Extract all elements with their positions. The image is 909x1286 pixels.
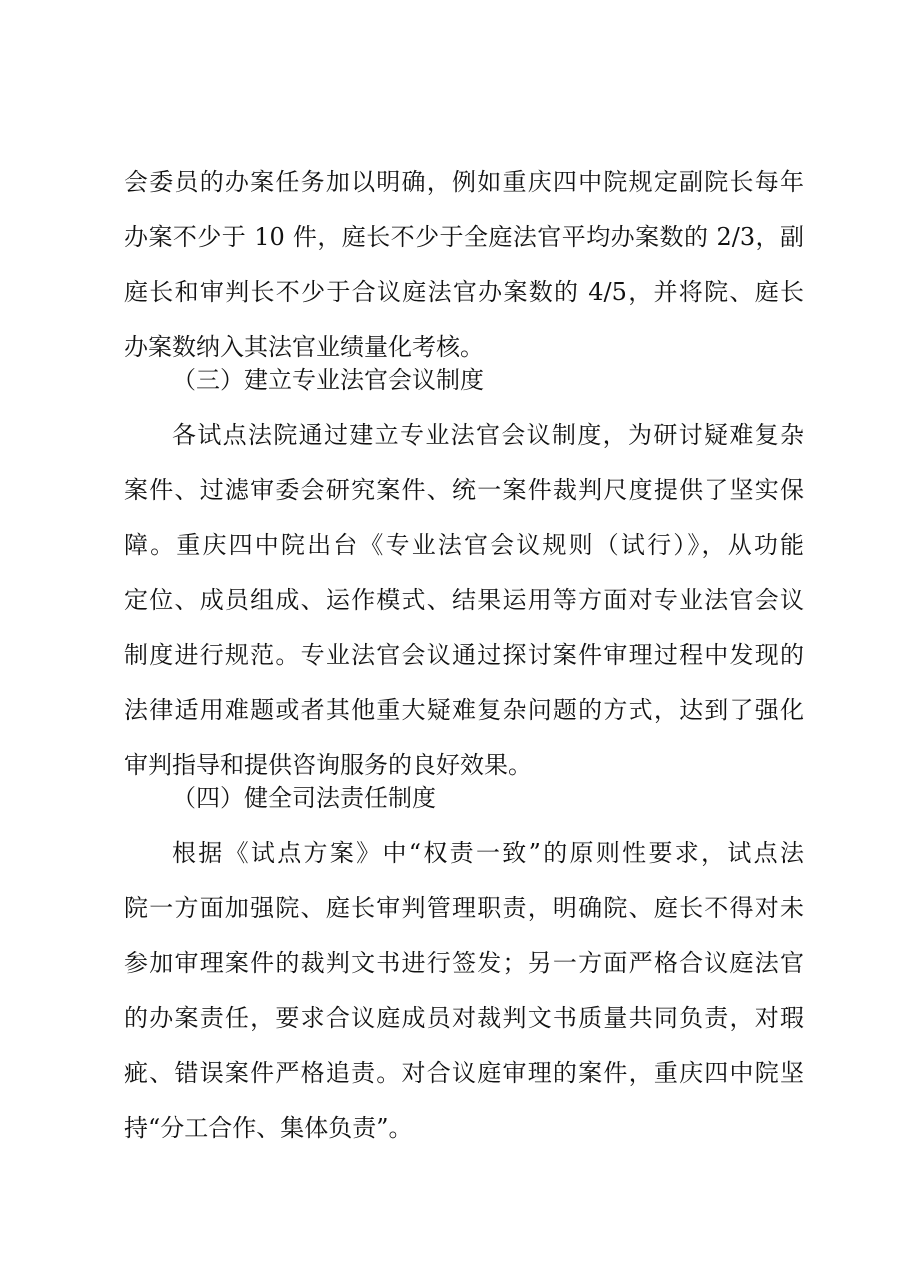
- paragraph-line: 疵、错误案件严格追责。对合议庭审理的案件，重庆四中院坚: [124, 1059, 804, 1087]
- section-heading: （四）健全司法责任制度: [172, 784, 436, 812]
- paragraph-line: 根据《试点方案》中“权责一致”的原则性要求，试点法: [172, 839, 804, 867]
- paragraph-line: 的办案责任，要求合议庭成员对裁判文书质量共同负责，对瑕: [124, 1004, 804, 1032]
- paragraph-line: 庭长和审判长不少于合议庭法官办案数的 4/5，并将院、庭长: [124, 278, 804, 306]
- paragraph-line: 各试点法院通过建立专业法官会议制度，为研讨疑难复杂: [172, 421, 804, 449]
- paragraph-line: 会委员的办案任务加以明确，例如重庆四中院规定副院长每年: [124, 168, 804, 196]
- paragraph-line: 院一方面加强院、庭长审判管理职责，明确院、庭长不得对未: [124, 894, 804, 922]
- paragraph-line: 案件、过滤审委会研究案件、统一案件裁判尺度提供了坚实保: [124, 476, 804, 504]
- paragraph-line: 法律适用难题或者其他重大疑难复杂问题的方式，达到了强化: [124, 696, 804, 724]
- paragraph-line: 办案不少于 10 件，庭长不少于全庭法官平均办案数的 2/3，副: [124, 223, 804, 251]
- paragraph-line: 审判指导和提供咨询服务的良好效果。: [124, 751, 532, 779]
- paragraph-line: 持“分工合作、集体负责”。: [124, 1114, 413, 1142]
- paragraph-line: 办案数纳入其法官业绩量化考核。: [124, 333, 484, 361]
- paragraph-line: 障。重庆四中院出台《专业法官会议规则（试行）》，从功能: [124, 531, 804, 559]
- section-heading: （三）建立专业法官会议制度: [172, 366, 484, 394]
- paragraph-line: 参加审理案件的裁判文书进行签发；另一方面严格合议庭法官: [124, 949, 804, 977]
- paragraph-line: 制度进行规范。专业法官会议通过探讨案件审理过程中发现的: [124, 641, 804, 669]
- paragraph-line: 定位、成员组成、运作模式、结果运用等方面对专业法官会议: [124, 586, 804, 614]
